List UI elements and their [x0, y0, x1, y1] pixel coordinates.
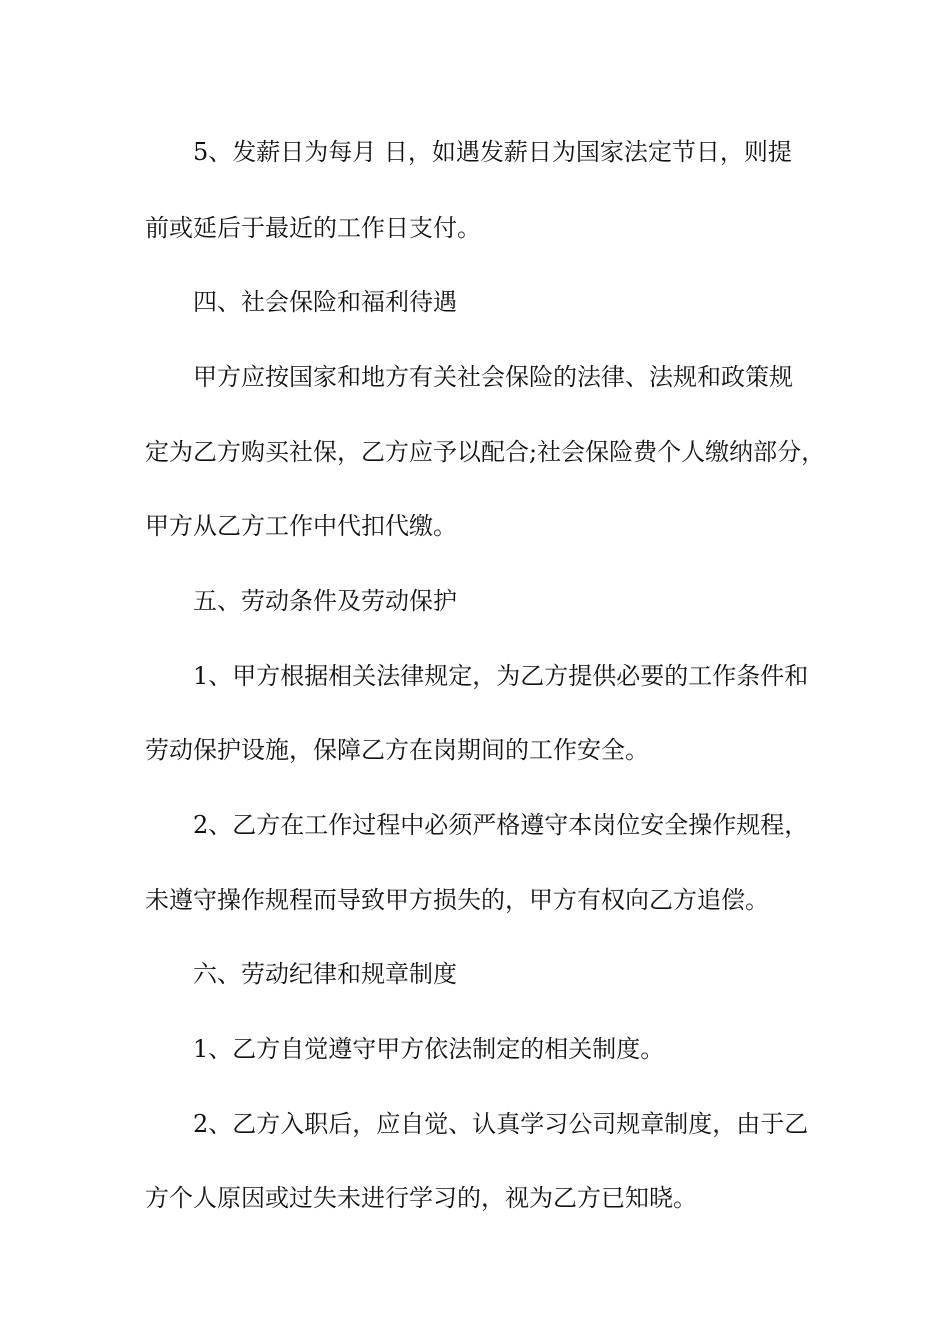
- paragraph-discipline-1: 1、乙方自觉遵守甲方依法制定的相关制度。: [193, 1035, 665, 1063]
- paragraph-social-insurance-line-3: 甲方从乙方工作中代扣代缴。: [145, 512, 457, 540]
- paragraph-labor-conditions-2-line-1: 2、乙方在工作过程中必须严格遵守本岗位安全操作规程，: [193, 811, 809, 839]
- paragraph-social-insurance-line-2: 定为乙方购买社保，乙方应予以配合;社会保险费个人缴纳部分，: [145, 438, 825, 466]
- section-heading-social-insurance: 四、社会保险和福利待遇: [193, 288, 457, 316]
- paragraph-discipline-2-line-2: 方个人原因或过失未进行学习的，视为乙方已知晓。: [145, 1184, 697, 1212]
- paragraph-labor-conditions-1-line-1: 1、甲方根据相关法律规定，为乙方提供必要的工作条件和: [193, 662, 809, 690]
- paragraph-discipline-2-line-1: 2、乙方入职后，应自觉、认真学习公司规章制度，由于乙: [193, 1110, 809, 1138]
- paragraph-social-insurance-line-1: 甲方应按国家和地方有关社会保险的法律、法规和政策规: [193, 363, 793, 391]
- section-heading-discipline: 六、劳动纪律和规章制度: [193, 960, 457, 988]
- paragraph-labor-conditions-1-line-2: 劳动保护设施，保障乙方在岗期间的工作安全。: [145, 736, 649, 764]
- paragraph-payday-line-1: 5、发薪日为每月 日，如遇发薪日为国家法定节日，则提: [193, 138, 792, 166]
- section-heading-labor-conditions: 五、劳动条件及劳动保护: [193, 587, 457, 615]
- paragraph-labor-conditions-2-line-2: 未遵守操作规程而导致甲方损失的，甲方有权向乙方追偿。: [145, 886, 769, 914]
- paragraph-payday-line-2: 前或延后于最近的工作日支付。: [145, 214, 481, 242]
